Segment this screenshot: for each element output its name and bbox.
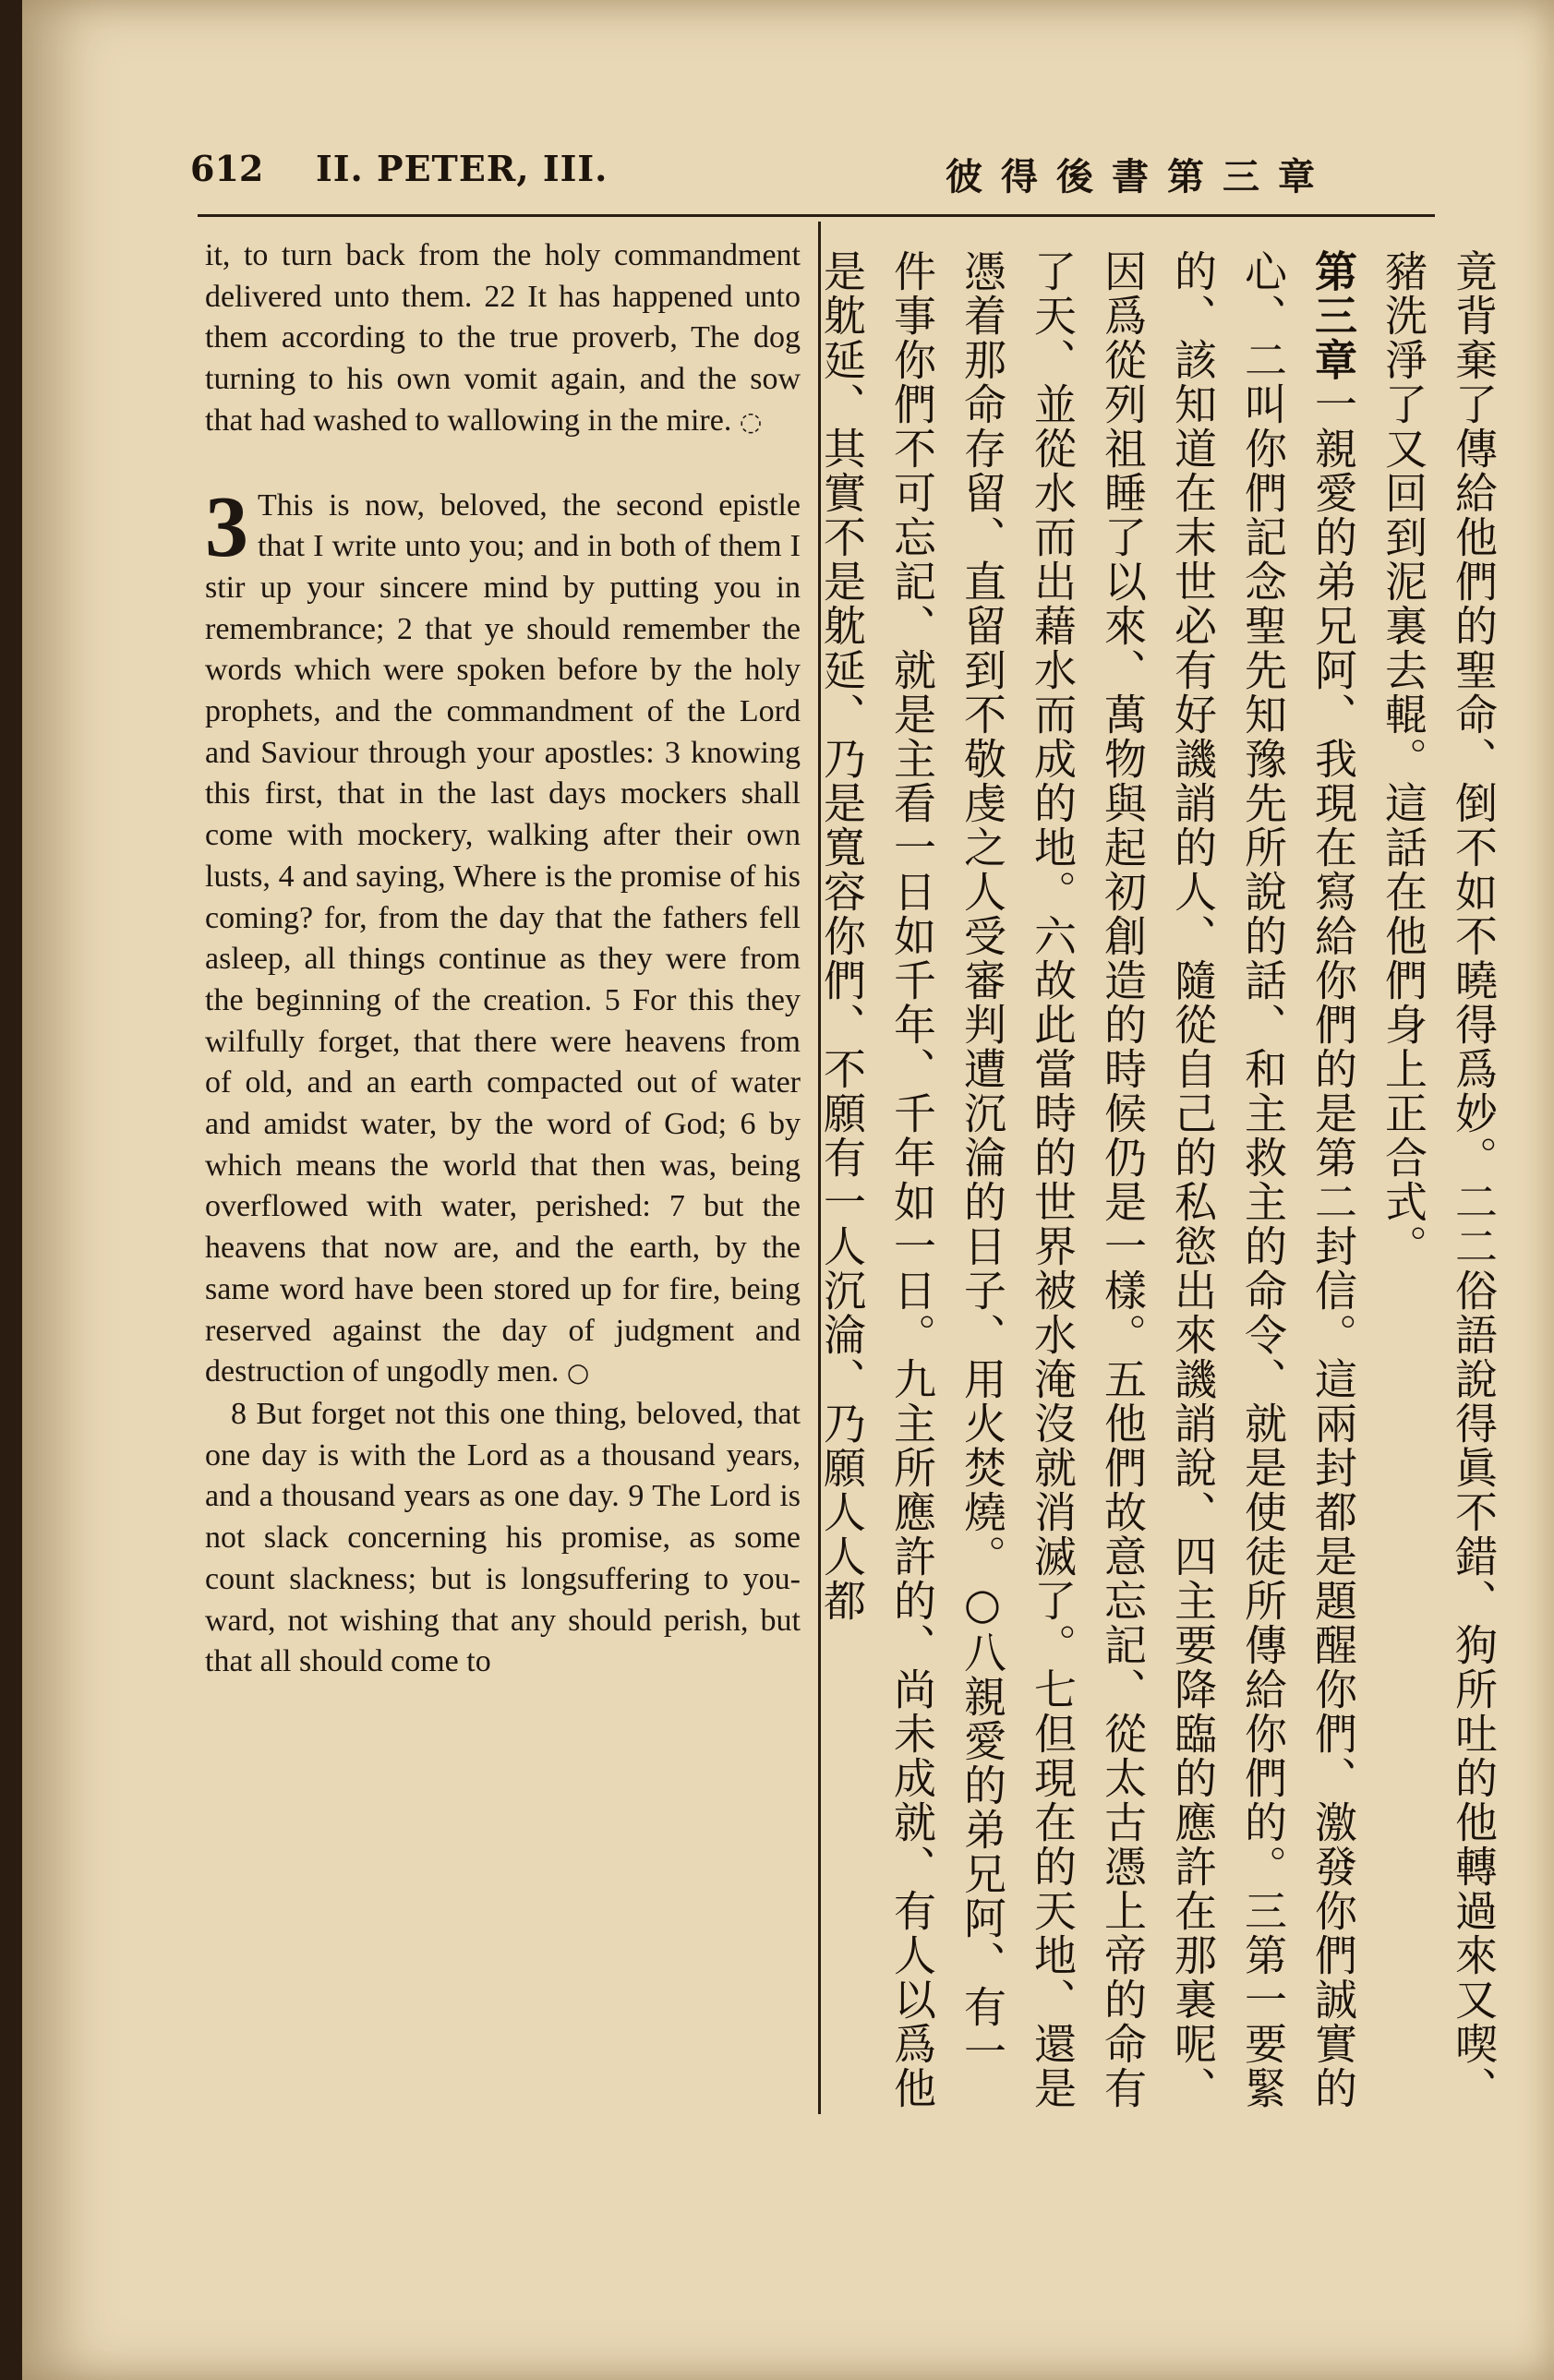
running-title-chinese: 彼得後書第三章 <box>946 155 1333 198</box>
running-title: II. PETER, III. <box>316 148 608 189</box>
paragraph-gap <box>205 443 801 486</box>
chapter-label-chinese: 第三章 <box>1308 249 1358 382</box>
english-paragraph: 3 This is now, beloved, the second epistle that I write unto you; and in both of them I stir up your sincere mind by putting you in remembrance; 2 that ye should remember the words which were spoken before by the holy prophets, and the commandment of the Lord and Saviour through your apostles: 3 knowing this first, that in the last days mockers shall come with mockery, walking after their own lusts, 4 and saying, Where is the promise of his coming? for, from the day that the fathers fell asleep, all things continue as they were from the beginning of the creation. 5 For this they wilfully forget, that there were heavens from of old, and an earth compacted out of water and amidst water, by the word of God; 6 by which means the world that then was, being overflowed with water, perished: 7 but the heavens that now are, and the earth, by the same word have been stored up for fire, being reserved against the day of judgment and destruction of ungodly men. ○ <box>205 478 801 1389</box>
header-rule <box>198 214 1435 217</box>
section-mark: ○ <box>566 1357 590 1388</box>
section-mark: ◌ <box>739 405 763 437</box>
chinese-column <box>817 249 1509 2114</box>
page-binding-shadow <box>0 0 22 2380</box>
chinese-paragraph: 第三章一親愛的弟兄阿、我現在寫給你們的是第二封信。這兩封都是題醒你們、激發你們誠實的心、二叫你們記念聖先知豫先所說的話、和主救主的命令、就是使徒所傳給你們的。三第一要緊的、該知道在末世必有好譏誚的人、隨從自己的私慾出來譏誚說、四主要降臨的應許在那裏呢、因爲從列祖睡了以來、萬物與起初創造的時候仍是一樣。五他們故意忘記、從太古憑上帝的命有了天、並從水而出藉水而成的地。六故此當時的世界被水淹沒就消滅了。七但現在的天地、還是憑着那命存留、直留到不敬虔之人受審判遭沉淪的日子、用火焚燒。○八親愛的弟兄阿、有一件事你們不可忘記、就是主看一日如千年、千年如一日。九主所應許的、尚未成就、有人以爲他是躭延、其實不是躭延、乃是寬容你們、不願有一人沉淪、乃願人人都 <box>817 249 1358 2110</box>
page-number: 612 <box>190 148 264 189</box>
english-column <box>205 235 801 1683</box>
book-page <box>22 0 1554 2380</box>
english-paragraph: it, to turn back from the holy commandment delivered unto them. 22 It has happened unto them according to the true proverb, The dog turning to his own vomit again, and the sow that had washed to wallowing in the mire. ◌ <box>205 238 801 438</box>
chinese-paragraph: 竟背棄了傳給他們的聖命、倒不如不曉得爲妙。二二俗語說得眞不錯、狗所吐的他轉過來又喫、豬洗淨了又回到泥裏去輥。這話在他們身上正合式。 <box>1379 249 1499 2110</box>
chapter-number-dropcap: 3 <box>205 478 248 575</box>
english-paragraph: 8 But forget not this one thing, beloved, that one day is with the Lord as a thousand years, and a thousand years as one day. 9 The Lord is not slack concerning his promise, as some count slackness; but is longsuffering to you-ward, not wishing that any should perish, but that all should come to <box>205 1396 801 1679</box>
